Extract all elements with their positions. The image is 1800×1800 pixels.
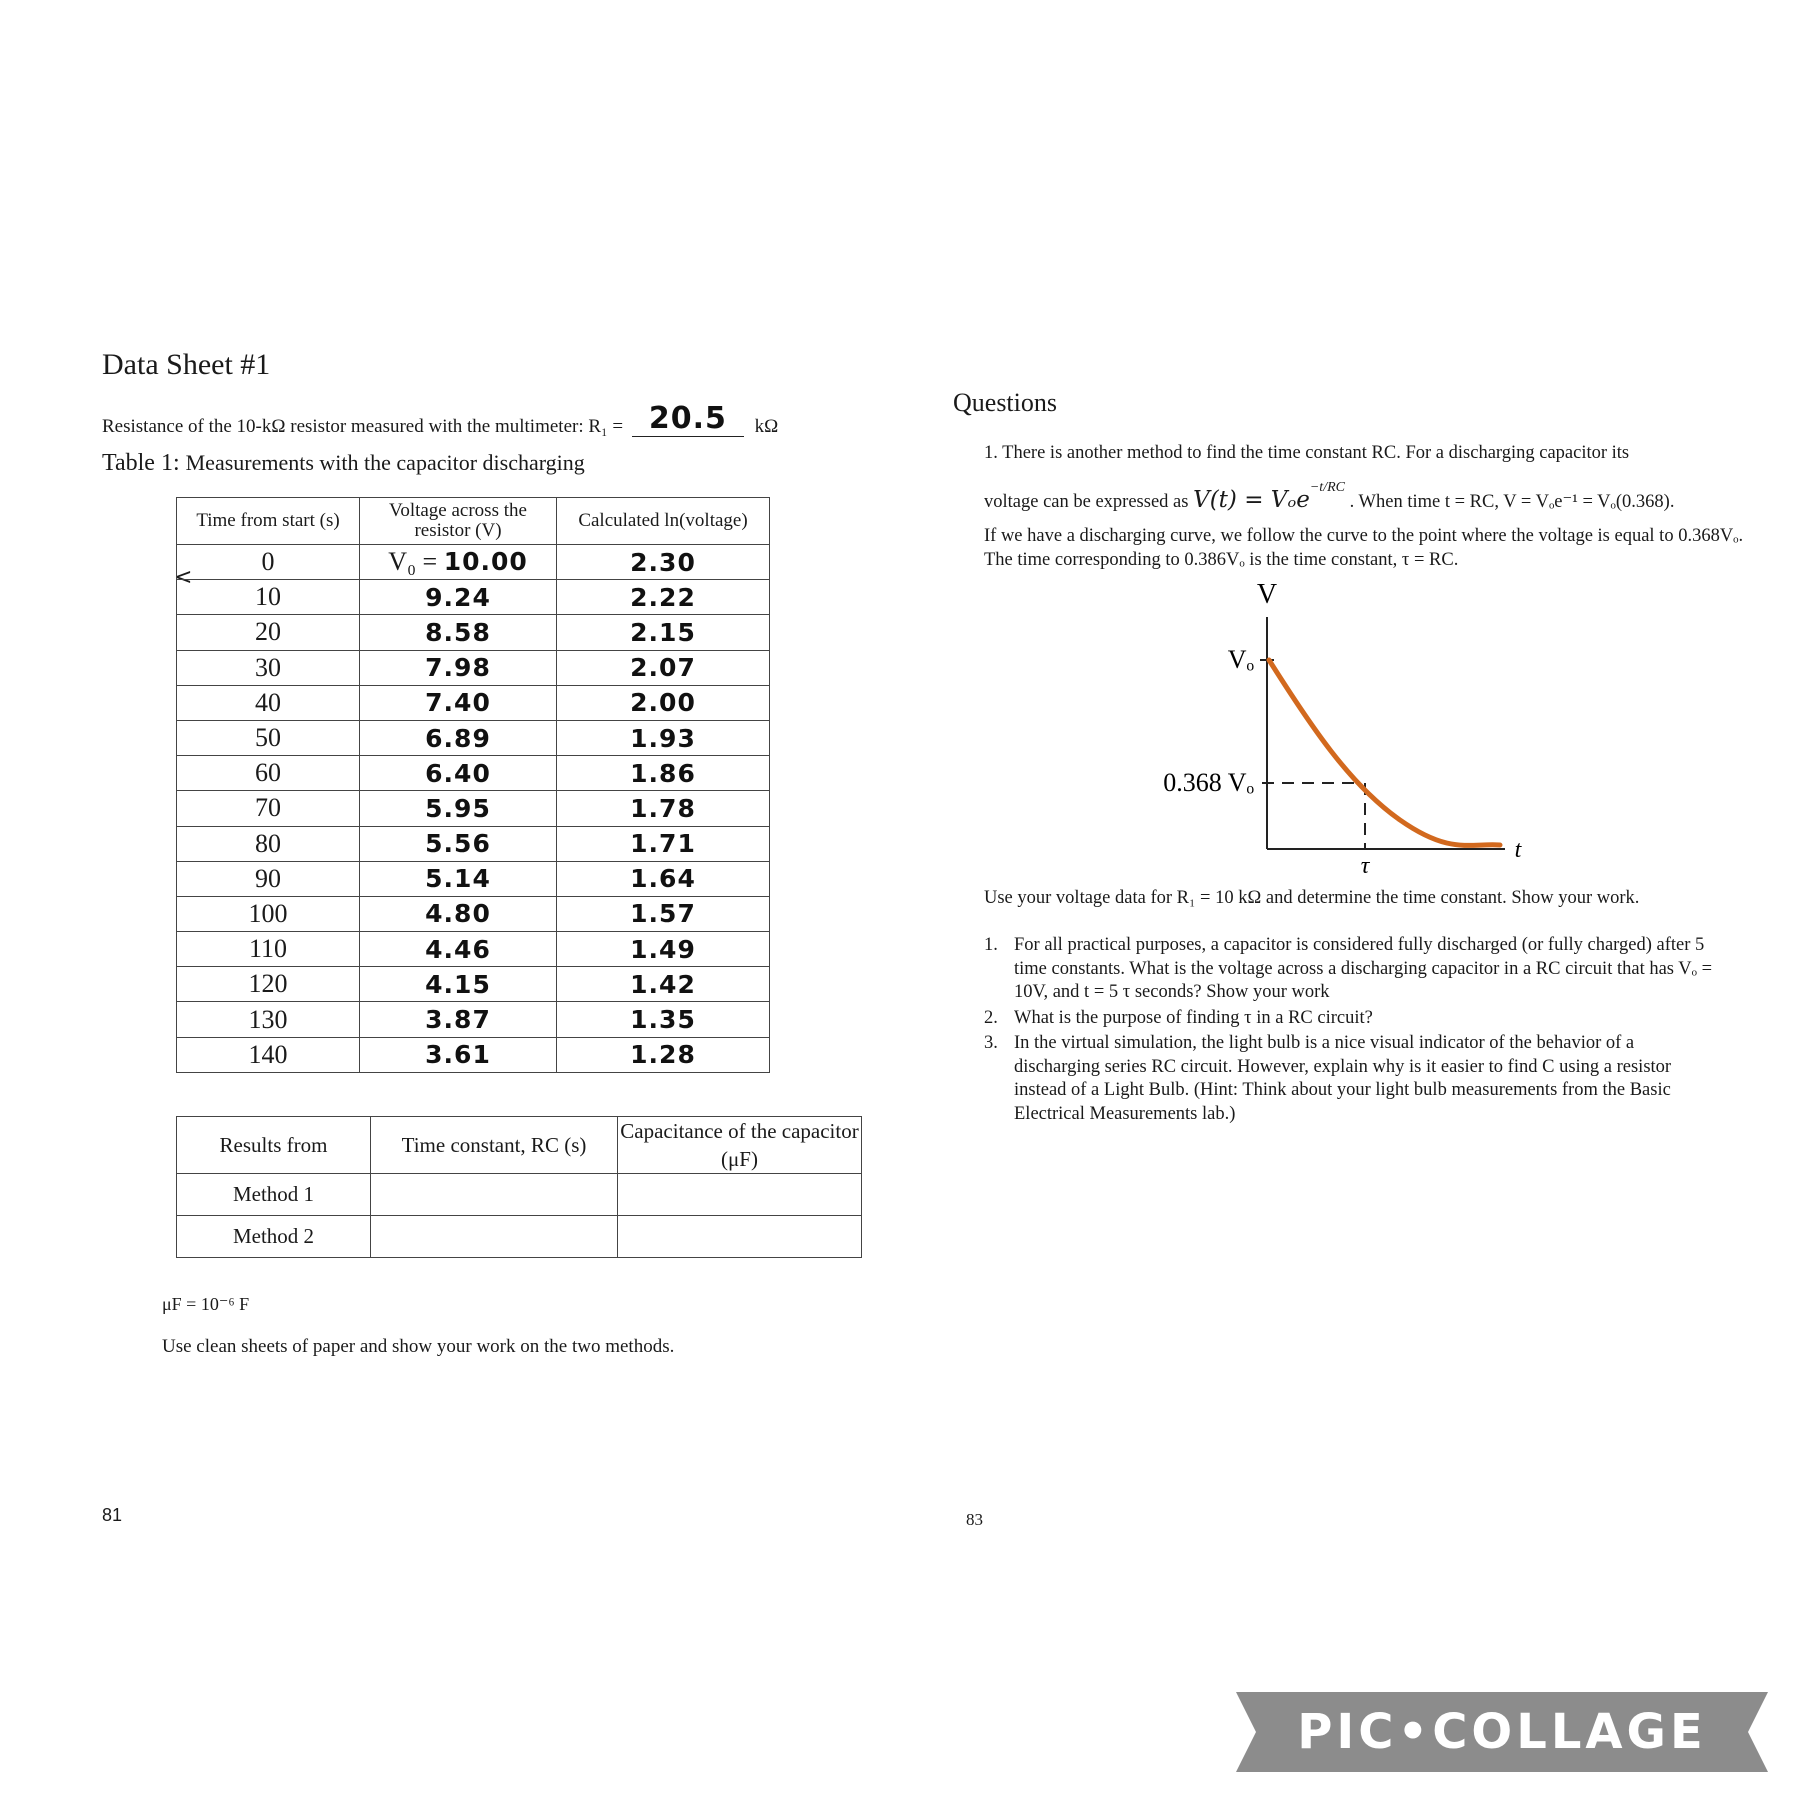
table-row <box>177 685 770 720</box>
header-ln: Calculated ln(voltage) <box>557 498 770 545</box>
time-cell: 50 <box>177 720 360 755</box>
table-row <box>177 650 770 685</box>
decay-curve <box>1269 660 1500 845</box>
discharge-table <box>176 497 770 1073</box>
list-item <box>984 1032 1724 1126</box>
table-row <box>177 967 770 1002</box>
method-rc-cell[interactable] <box>371 1216 618 1258</box>
table-row <box>177 826 770 861</box>
table-row <box>177 791 770 826</box>
time-cell: 80 <box>177 826 360 861</box>
v0-prefix: V₀ = <box>388 547 438 577</box>
resistance-unit: kΩ <box>754 416 779 437</box>
resistance-value: 20.5 <box>648 401 727 436</box>
header-time: Time from start (s) <box>177 498 360 545</box>
voltage-cell: 5.14 <box>360 861 557 896</box>
discharge-curve-graph <box>1150 575 1530 875</box>
ln-cell: 1.93 <box>557 720 770 755</box>
question-number: 3. <box>984 1033 998 1053</box>
list-item <box>984 1007 1724 1031</box>
ln-cell: 1.42 <box>557 967 770 1002</box>
question-text: What is the purpose of finding τ in a RC circuit? <box>1014 1007 1373 1028</box>
question-text: For all practical purposes, a capacitor is considered fully discharged (or fully charged) after 5 time constants. What is the voltage across a discharging capacitor in a RC circuit that has Vₒ = 10V, and t = 5 τ seconds? Show your work <box>1014 935 1713 1002</box>
ln-cell: 2.22 <box>557 580 770 615</box>
time-cell: 40 <box>177 685 360 720</box>
ln-cell: 1.64 <box>557 861 770 896</box>
equation-exponent: −t/RC <box>1309 480 1345 495</box>
question-number: 2. <box>984 1007 998 1028</box>
ln-cell: 1.57 <box>557 896 770 931</box>
x-axis-label: t <box>1514 837 1522 863</box>
table-row <box>177 1002 770 1037</box>
table-row <box>177 1174 862 1216</box>
time-cell: 60 <box>177 756 360 791</box>
header-results-from: Results from <box>177 1117 371 1174</box>
voltage-cell: 9.24 <box>360 580 557 615</box>
time-cell: 0 <box>177 545 360 580</box>
question-text: In the virtual simulation, the light bulb is a nice visual indicator of the behavior of a discharging series RC circuit. However, explain why is it easier to find C using a resistor instead of a Light Bulb. (Hint: Think about your light bulb measurements from the Basic Electrical Measurements lab.) <box>1014 1033 1672 1124</box>
question-number: 1. <box>984 935 998 955</box>
time-cell: 100 <box>177 896 360 931</box>
table-row <box>177 896 770 931</box>
time-cell: 120 <box>177 967 360 1002</box>
voltage-equation: V(t) = Vₒe <box>1193 487 1310 513</box>
table1-caption-prefix: Table 1: <box>102 450 180 476</box>
table-header-row <box>177 1117 862 1174</box>
time-cell: 140 <box>177 1037 360 1072</box>
ln-cell: 1.71 <box>557 826 770 861</box>
mid-label: 0.368 Vₒ <box>1163 768 1254 797</box>
table-row <box>177 932 770 967</box>
table-row <box>177 756 770 791</box>
equation-suffix: . When time t = RC, V = Vₒe⁻¹ = Vₒ(0.368). <box>1349 492 1675 512</box>
table-row <box>177 545 770 580</box>
results-table <box>176 1116 862 1258</box>
time-cell: 10 <box>177 580 360 615</box>
time-cell: 90 <box>177 861 360 896</box>
voltage-cell: 6.40 <box>360 756 557 791</box>
ln-cell: 1.49 <box>557 932 770 967</box>
ln-cell: 1.78 <box>557 791 770 826</box>
voltage-cell: 3.87 <box>360 1002 557 1037</box>
page-number-left: 81 <box>102 1505 123 1525</box>
voltage-cell: 6.89 <box>360 720 557 755</box>
equation-prefix: voltage can be expressed as <box>984 492 1189 512</box>
method-rc-cell[interactable] <box>371 1174 618 1216</box>
questions-title: Questions <box>953 388 1057 417</box>
table-row <box>177 720 770 755</box>
time-cell: 70 <box>177 791 360 826</box>
header-time-constant: Time constant, RC (s) <box>371 1117 618 1174</box>
method-label: Method 2 <box>177 1216 371 1258</box>
table1-caption-text: Measurements with the capacitor discharging <box>185 450 585 475</box>
discharge-table-body <box>177 545 770 1073</box>
time-cell: 130 <box>177 1002 360 1037</box>
table-row <box>177 861 770 896</box>
voltage-cell: 7.98 <box>360 650 557 685</box>
table-row <box>177 580 770 615</box>
table-row <box>177 615 770 650</box>
voltage-cell-v0 <box>360 545 557 580</box>
method-cap-cell[interactable] <box>618 1174 862 1216</box>
ln-cell: 2.07 <box>557 650 770 685</box>
header-voltage: Voltage across the resistor (V) <box>360 498 557 545</box>
resistance-line <box>102 401 779 441</box>
method-label: Method 1 <box>177 1174 371 1216</box>
time-cell: 20 <box>177 615 360 650</box>
pic-collage-watermark <box>1236 1692 1768 1772</box>
voltage-cell: 7.40 <box>360 685 557 720</box>
table-row <box>177 1216 862 1258</box>
time-cell: 30 <box>177 650 360 685</box>
header-capacitance: Capacitance of the capacitor (μF) <box>618 1117 862 1174</box>
ln-cell: 1.28 <box>557 1037 770 1072</box>
question1-equation-line <box>984 480 1764 516</box>
ln-cell: 2.30 <box>557 545 770 580</box>
voltage-cell: 4.46 <box>360 932 557 967</box>
resistance-blank <box>632 401 744 437</box>
list-item <box>984 934 1724 1005</box>
method-cap-cell[interactable] <box>618 1216 862 1258</box>
question-list <box>984 934 1724 1128</box>
voltage-cell: 8.58 <box>360 615 557 650</box>
y-axis-label: V <box>1256 579 1278 610</box>
voltage-cell: 5.95 <box>360 791 557 826</box>
voltage-cell: 4.15 <box>360 967 557 1002</box>
microfarad-note: μF = 10⁻⁶ F <box>162 1294 250 1314</box>
ln-cell: 1.35 <box>557 1002 770 1037</box>
voltage-value: 10.00 <box>443 547 528 577</box>
ln-cell: 2.15 <box>557 615 770 650</box>
ln-cell: 1.86 <box>557 756 770 791</box>
voltage-cell: 5.56 <box>360 826 557 861</box>
v0-label: Vₒ <box>1227 645 1254 674</box>
instruction-determine-time-constant: Use your voltage data for R₁ = 10 kΩ and determine the time constant. Show your work. <box>984 888 1640 908</box>
time-cell: 110 <box>177 932 360 967</box>
watermark-text: PIC•COLLAGE <box>1297 1704 1707 1760</box>
question1-rest: If we have a discharging curve, we follow the curve to the point where the voltage is equal to 0.368Vₒ. The time corresponding to 0.386Vₒ is the time constant, τ = RC. <box>984 526 1744 570</box>
tick-mark: < <box>174 565 193 590</box>
table-row <box>177 1037 770 1072</box>
question1-intro: 1. There is another method to find the time constant RC. For a discharging capacitor its <box>984 443 1630 463</box>
resistance-label: Resistance of the 10-kΩ resistor measured with the multimeter: R₁ = <box>102 416 624 437</box>
tau-label: τ <box>1360 853 1370 875</box>
voltage-cell: 3.61 <box>360 1037 557 1072</box>
instruction-note: Use clean sheets of paper and show your work on the two methods. <box>162 1336 675 1357</box>
page-number-right: 83 <box>966 1510 983 1529</box>
voltage-cell: 4.80 <box>360 896 557 931</box>
table1-caption <box>102 450 585 477</box>
ln-cell: 2.00 <box>557 685 770 720</box>
table-header-row <box>177 498 770 545</box>
page-title: Data Sheet #1 <box>102 348 271 381</box>
